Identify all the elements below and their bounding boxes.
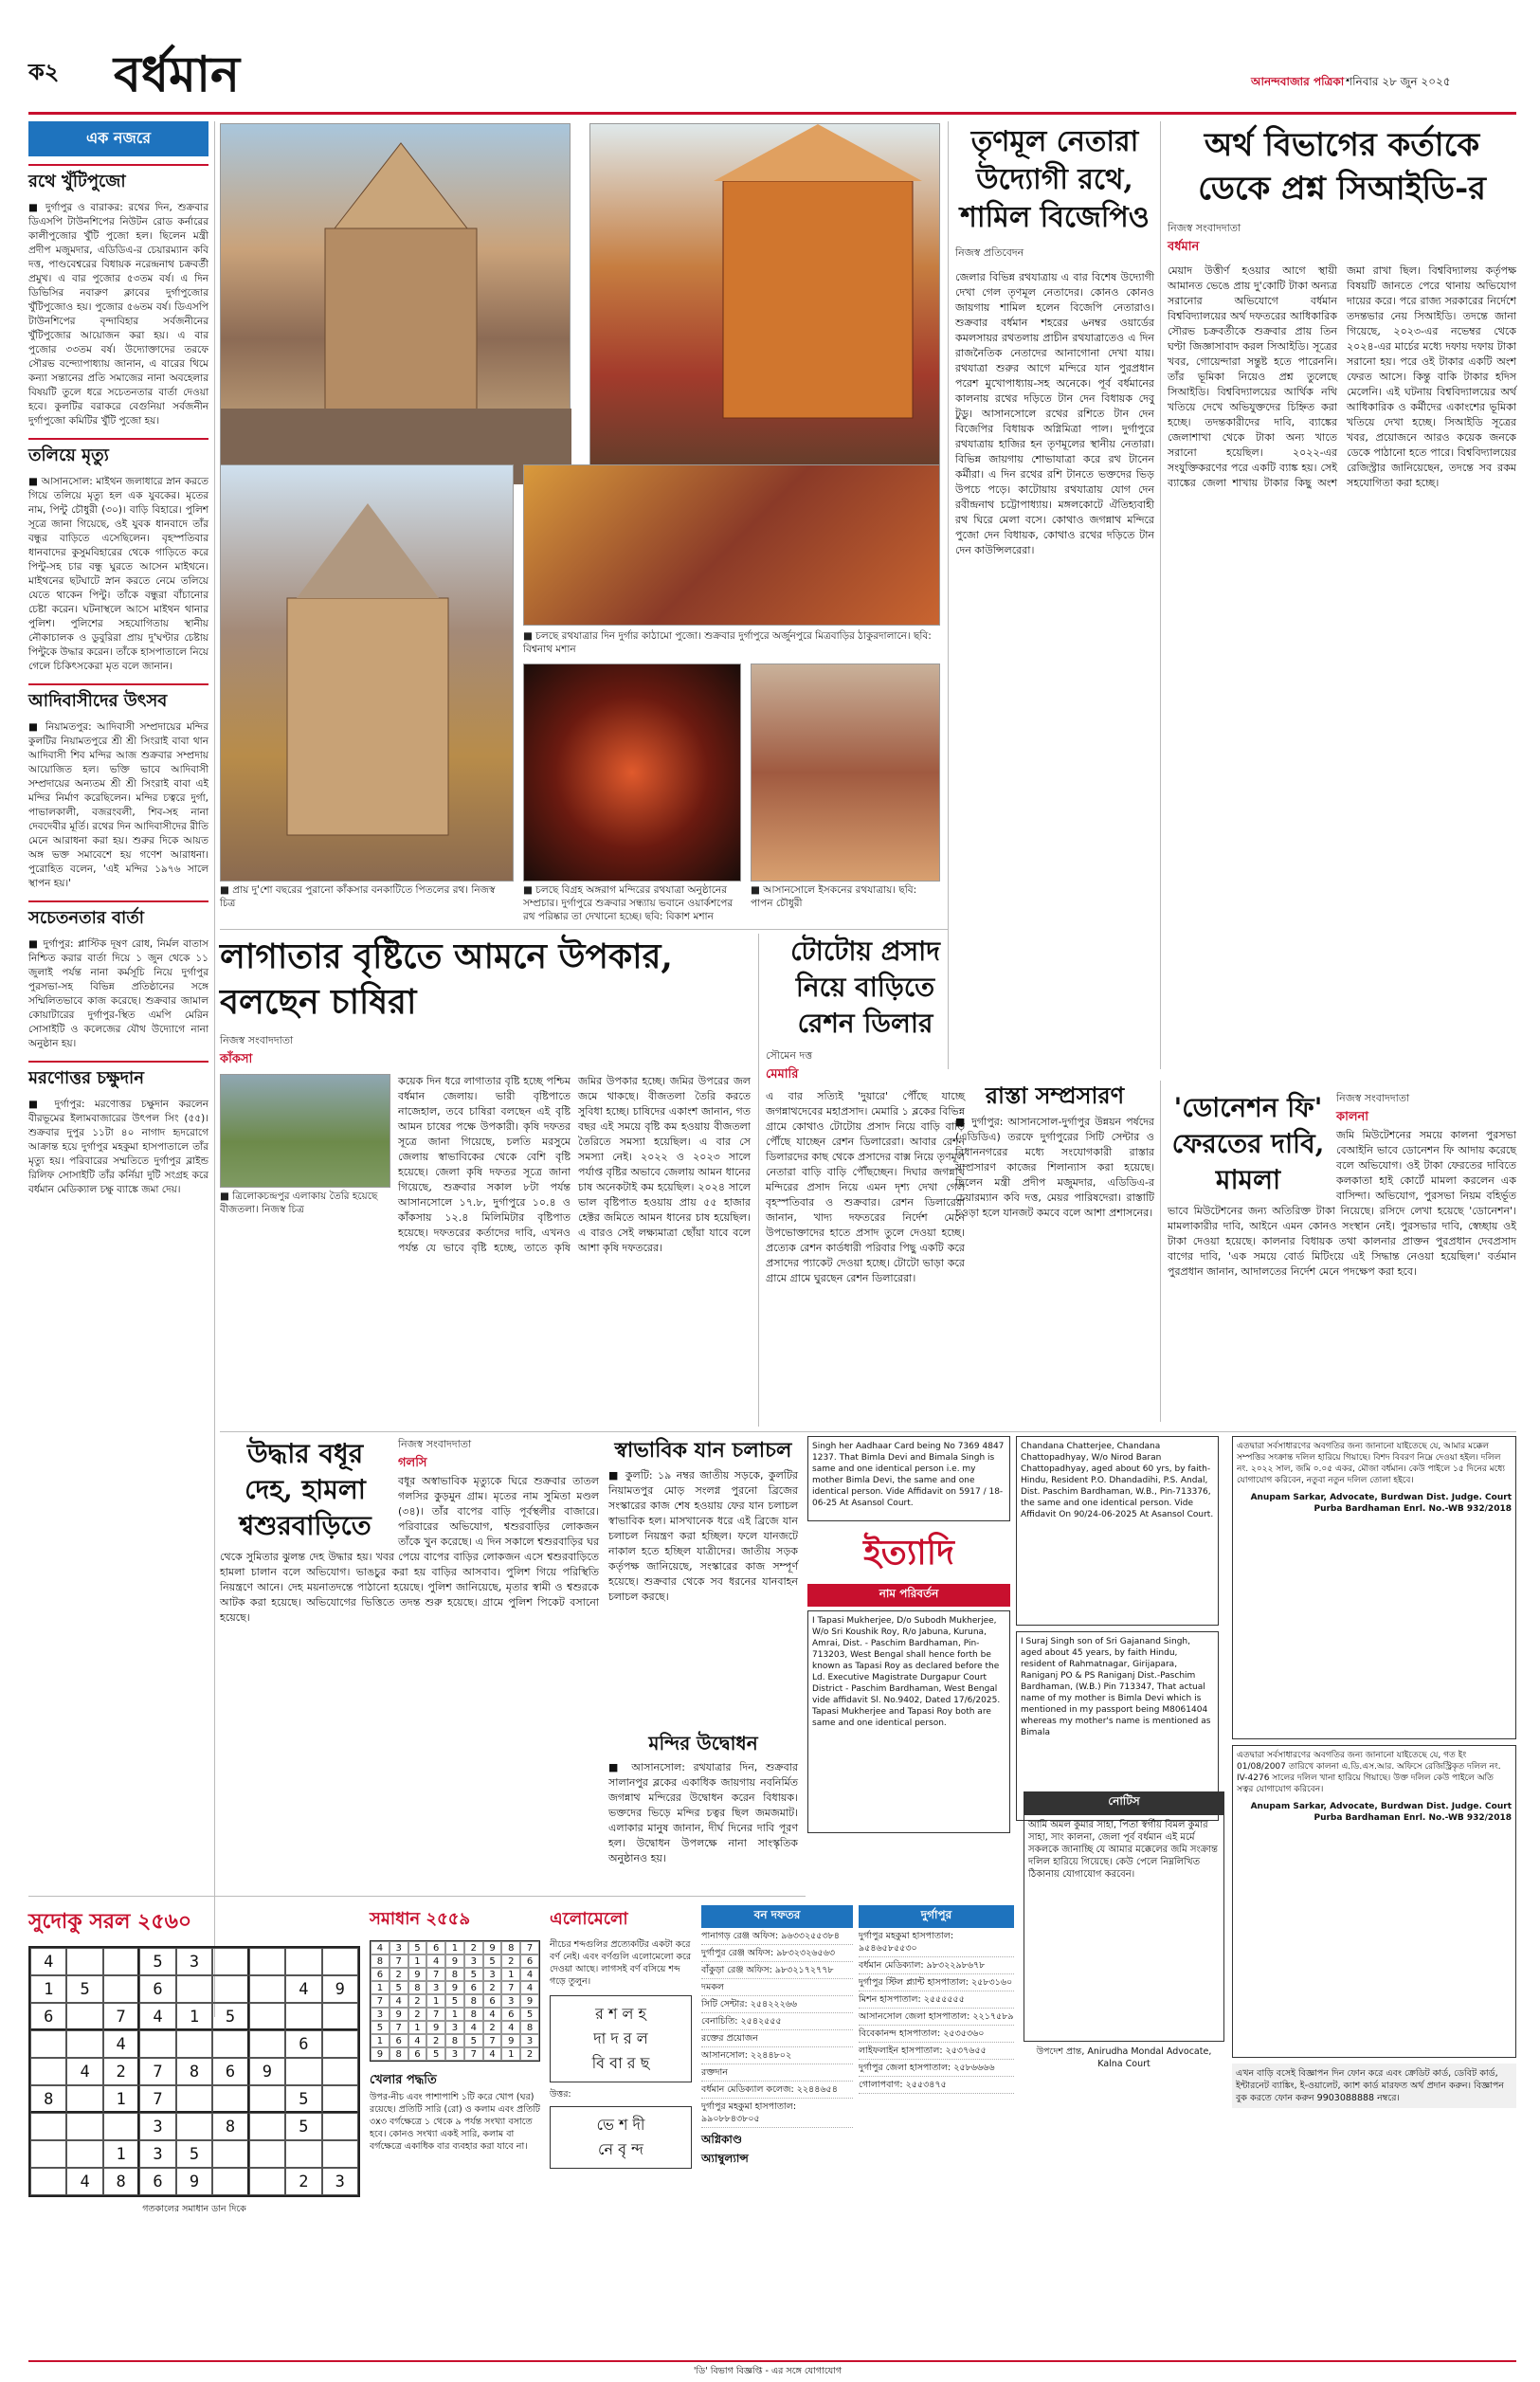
directory-list (701, 1928, 853, 2128)
solution-cell: 7 (371, 1994, 390, 2008)
sudoku-cell[interactable] (66, 2003, 102, 2030)
sudoku-cell[interactable]: 7 (139, 2085, 175, 2113)
story-toto-body: এ বার সত্যিই 'দুয়ারে' পৌঁছে যাচ্ছে জগন্নাথদেবের মহাপ্রসাদ। মেমারি ১ ব্লকের বিভিন্ন গ্রামে কোথাও টোটোয় প্রসাদ নিয়ে বাড়ি বাড়ি পৌঁছে যাচ্ছেন রেশন ডিলারেরা। আবার রেশন ডিলারদের কাছ থেকে প্রসাদের বাক্স নিয়ে তৃণমূল নেতারা বাড়ি বাড়ি পৌঁছচ্ছেন। দিঘার জগন্নাথ মন্দিরের প্রসাদ নিয়ে এমন দৃশ্য দেখা গেল বৃহস্পতিবার ও শুক্রবার। রেশন ডিলারেরা জানান, খাদ্য দফতরের নির্দেশ মেনে উপভোক্তাদের হাতে প্রসাদ তুলে দেওয়া হচ্ছে। প্রত্যেক রেশন কার্ডধারী পরিবার পিছু একটি করে প্রসাদের প্যাকেট দেওয়া হচ্ছে। টোটো ভাড়া করে গ্রামে গ্রামে ঘুরছেন রেশন ডিলারেরা। (766, 1090, 965, 1284)
brief-title: তলিয়ে মৃত্যু (28, 438, 208, 471)
story-rain-byline: নিজস্ব সংবাদদাতা (220, 1034, 294, 1046)
elomelo-title: এলোমেলো (550, 1909, 628, 1929)
brief-title: আদিবাসীদের উৎসব (28, 683, 208, 717)
solution-cell: 9 (445, 1981, 464, 1994)
photo-seedbed (220, 1074, 390, 1188)
story-cid-body: মেয়াদ উত্তীর্ণ হওয়ার আগে স্থায়ী আমানত ভেঙে প্রায় দু'কোটি টাকা অন্যত্র সরানোর অভিযোগে বর্ধমান বিশ্ববিদ্যালয়ের অর্থ দফতরের আধিকারিক সৌরভ চক্রবর্তীকে শুক্রবার প্রায় তিন ঘণ্টা জিজ্ঞাসাবাদ করল সিআইডি। সূত্রের খবর, গোয়েন্দারা সন্তুষ্ট হতে পারেননি। তাঁর ভূমিকা নিয়েও প্রশ্ন তুলেছে সিআইডি। বিশ্ববিদ্যালয়ের আর্থিক নথি খতিয়ে দেখে অভিযুক্তদের চিহ্নিত করা হচ্ছে। তদন্তকারীদের দাবি, ব্যাঙ্কের জেলাশাখা থেকে টাকা অন্য খাতে সরানো হয়েছিল। ২০২২-এর সংযুক্তিকরণের পরে একটি ব্যাঙ্ক হয়। সেই ব্যাঙ্কের জেলা শাখায় টাকার কিছু অংশ জমা রাখা ছিল। বিশ্ববিদ্যালয় কর্তৃপক্ষ বিষয়টি জানতে পেরে থানায় অভিযোগ দায়ের করে। পরে রাজ্য সরকারের নির্দেশে তদন্তভার নেয় সিআইডি। তদন্তে জানা গিয়েছে, ২০২৩-এর নভেম্বর থেকে ২০২৪-এর মার্চের মধ্যে দফায় দফায় টাকা সরানো হয়। পরে ওই টাকার একটি অংশ ফেরত আসে। কিন্তু বাকি টাকার হদিস মেলেনি। এই ঘটনায় বিশ্ববিদ্যালয়ের অর্থ আধিকারিক ও কর্মীদের একাংশের ভূমিকা খতিয়ে দেখা হচ্ছে। সিআইডি সূত্রের খবর, প্রয়োজনে আরও কয়েক জনকে ডেকে পাঠানো হতে পারে। বিশ্ববিদ্যালয়ের রেজিস্ট্রার জানিয়েছেন, তদন্তে সব রকম সহযোগিতা করা হচ্ছে। (1168, 264, 1516, 489)
sudoku-cell[interactable] (212, 2030, 248, 2058)
sudoku-cell[interactable]: 2 (103, 2058, 139, 2085)
story-donation-place: কালনা (1336, 1110, 1369, 1124)
sudoku-cell[interactable]: 1 (30, 1975, 66, 2003)
photo-caption-3: ■ চলছে রথযাত্রার দিন দুর্গার কাঠামো পুজো। শুক্রবার দুর্গাপুরে অর্জুনপুরে মিত্রবাড়ির ঠাকুরদালানে। ছবি: বিশ্বনাথ মশান (523, 630, 932, 655)
solution-cell: 8 (520, 2021, 539, 2034)
sudoku-cell[interactable] (249, 1948, 285, 1975)
solution-cell: 3 (390, 1941, 408, 1955)
sudoku-cell[interactable]: 8 (103, 2168, 139, 2195)
solution-cell: 9 (390, 2008, 408, 2021)
solution-cell: 9 (408, 1968, 427, 1981)
sudoku-cell[interactable] (322, 2058, 358, 2085)
story-road (955, 1081, 1154, 1422)
directory-entry: দুর্গাপুর মহকুমা হাসপাতাল: ৯৫৪৬৫৮৫৫৩০ (859, 1928, 1014, 1957)
sudoku-cell[interactable]: 5 (212, 2003, 248, 2030)
sudoku-cell[interactable] (176, 2113, 212, 2140)
sudoku-cell[interactable]: 5 (66, 1975, 102, 2003)
directory-title-amb: অ্যাম্বুল্যান্স (701, 2152, 749, 2165)
sudoku-cell[interactable]: 8 (176, 2058, 212, 2085)
solution-cell: 1 (408, 1955, 427, 1968)
sudoku-cell[interactable]: 6 (139, 1975, 175, 2003)
directory-entry: দুর্গাপুর জেলা হাসপাতাল: ২৫৮৬৬৬৬ (859, 2060, 1014, 2077)
solution-cell: 7 (464, 2047, 483, 2061)
directory-entry: গোলাপবাগ: ২৫৫৩৪৭৫ (859, 2077, 1014, 2094)
legal-column (1232, 1436, 1516, 2103)
name-change-label: নাম পরিবর্তন (807, 1584, 1010, 1607)
solution-cell: 1 (501, 1968, 520, 1981)
solution-cell: 4 (390, 1994, 408, 2008)
sudoku-cell[interactable] (322, 2140, 358, 2168)
solution-cell: 2 (483, 2021, 502, 2034)
sudoku-cell[interactable]: 1 (103, 2140, 139, 2168)
solution-cell: 7 (426, 1968, 445, 1981)
legal-notice-1: এতদ্বারা সর্বসাধারণের অবগতির জন্য জানানো যাইতেছে যে, আমার মক্কেল সম্পত্তির সংক্রান্ত দলিল হারিয়ে গিয়াছে। বিশদ বিবরণ নিম্নে দেওয়া হইল। দলিল নং. ২০২২ সাল, জমি ০.০৫ একর, মৌজা বর্ধমান। কেউ পাইলে ১৫ দিনের মধ্যে যোগাযোগ করিবেন, নতুবা নতুন দলিল তোলা হইবে। Anupam Sarkar, Advocate, Burdwan Dist. Judge. Court Purba Bardhaman Enrl. No.-WB 932/2018 (1232, 1436, 1516, 1739)
sudoku-cell[interactable] (322, 2003, 358, 2030)
legal-notice-2: এতদ্বারা সর্বসাধারণের অবগতির জন্য জানানো যাইতেছে যে, গত ইং 01/08/2007 তারিখে কালনা এ.ডি.এস.আর. অফিসে রেজিস্ট্রিকৃত দলিল নং. IV-4276 সালের দলিল খানা হারিয়ে গিয়াছে। উক্ত দলিল কেউ পাইলে অতি সত্বর যোগাযোগ করিবেন। Anupam Sarkar, Advocate, Burdwan Dist. Judge. Court Purba Bardhaman Enrl. No.-WB 932/2018 (1232, 1745, 1516, 2058)
sudoku-cell[interactable] (285, 2003, 321, 2030)
sudoku-cell[interactable] (66, 2113, 102, 2140)
photo-iskcon (751, 664, 940, 882)
sudoku-cell[interactable]: 4 (139, 2003, 175, 2030)
elomelo-box-1: র শ ল হ দা দ র ল বি বা র ছ (550, 1995, 692, 2082)
paper-name: আনন্দবাজার পত্রিকা (1251, 75, 1345, 88)
sudoku-cell[interactable]: 7 (103, 2003, 139, 2030)
directory-entry: বিবেকানন্দ হাসপাতাল: ২৫৩৫৩৬০ (859, 2026, 1014, 2043)
solution-cell: 8 (390, 2047, 408, 2061)
sudoku-cell[interactable]: 5 (285, 2085, 321, 2113)
solution-cell: 3 (426, 1981, 445, 1994)
solution-cell: 3 (483, 1968, 502, 1981)
sudoku-cell[interactable]: 3 (139, 2140, 175, 2168)
directory-list-2 (859, 1928, 1014, 2094)
sudoku-cell[interactable] (176, 2085, 212, 2113)
solution-cell: 7 (483, 2034, 502, 2047)
photo-temple-night (523, 664, 741, 882)
story-rain (220, 934, 751, 1436)
directory-entry: দুর্গাপুর রেঞ্জ অফিস: ৯৮৩২৩২৬৫৬৩ (701, 1945, 853, 1962)
solution-cell: 6 (483, 1994, 502, 2008)
sudoku-cell[interactable]: 3 (139, 2113, 175, 2140)
solution-cell: 9 (371, 2047, 390, 2061)
sudoku-cell[interactable] (322, 2085, 358, 2113)
elomelo-section (550, 1905, 692, 2351)
solution-cell: 5 (464, 2034, 483, 2047)
story-toto-place: মেমারি (766, 1067, 799, 1082)
story-temple-headline: মন্দির উদ্বোধন (648, 1732, 758, 1755)
story-traffic (608, 1436, 798, 1720)
sudoku-cell[interactable]: 6 (212, 2058, 248, 2085)
story-temple-body: ■ আসানসোল: রথযাত্রার দিন, শুক্রবার সালানপুর ব্লকের একাধিক জায়গায় নবনির্মিত জগন্নাথ মন্দিরের উদ্বোধন করেন বিধায়ক। ভক্তদের ভিড়ে মন্দির চত্বর ছিল জমজমাট। এলাকার মানুষ জানান, দীর্ঘ দিনের দাবি পূরণ হল। উদ্বোধন উপলক্ষে নানা সাংস্কৃতিক অনুষ্ঠানও হয়। (608, 1761, 798, 1864)
story-cid-byline: নিজস্ব সংবাদদাতা (1168, 222, 1241, 234)
solution-cell: 7 (501, 1981, 520, 1994)
brief-text: ■ নিয়ামতপুর: আদিবাসী সম্প্রদায়ের মন্দির কুলটির নিয়ামতপুরে শ্রী শ্রী সিংরাই বাবা থান আদিবাসী শিব মন্দির আজ শুক্রবার সম্প্রদায় আয়োজিত হল। ভক্তি ভাবে আদিবাসী সম্প্রদায়ের অন্যতম শ্রী শ্রী সিংরাই বাবা এই মন্দির নির্মাণ করেছিলেন। মন্দির চত্বরে দুর্গা, পাভালকালী, বজরংবলী, শিব-সহ নানা দেবদেবীর মূর্তি। রথের দিন আদিবাসীদের রীতি মেনে আরাধনা করা হয়। শুরুর দিকে আয়ত অঙ্গ ভক্ত সমাবেশে হয় গণেশ আরাধনা। পুরোহিত বলেন, 'এই মন্দির ১৯৭৬ সালে স্থাপন হয়।' (28, 721, 208, 889)
solution-cell: 9 (483, 1941, 502, 1955)
solution-cell: 5 (371, 2021, 390, 2034)
sudoku-cell[interactable]: 5 (139, 1948, 175, 1975)
directory-entry: বর্ধমান মেডিক্যাল কলেজ: ২২৪৪৬৫৪ (701, 2082, 853, 2099)
photo-caption-5: ■ চলছে বিগ্রহ অঙ্গরাগ মন্দিরের রথযাত্রা অনুষ্ঠানের সম্প্রচার। দুর্গাপুরে শুক্রবার সন্ধ্যায় ভবানে ওয়ার্কশপের রথ পরিষ্কার তা দেখানো হচ্ছে। ছবি: বিকাশ মশান (523, 884, 734, 922)
solution-cell: 5 (390, 1981, 408, 1994)
sidebar-label: এক নজরে (28, 121, 208, 156)
sudoku-cell[interactable]: 2 (285, 2168, 321, 2195)
story-rain-headline: লাগাতার বৃষ্টিতে আমনে উপকার, বলছেন চাষিরা (220, 936, 673, 1022)
story-rescue-place: গলসি (398, 1456, 427, 1470)
sudoku-cell[interactable] (212, 1975, 248, 2003)
solution-cell: 5 (445, 1994, 464, 2008)
photo-chariot-3 (220, 464, 514, 882)
solution-cell: 5 (464, 1968, 483, 1981)
sudoku-cell[interactable]: 3 (176, 1948, 212, 1975)
sudoku-cell[interactable]: 1 (103, 2085, 139, 2113)
sudoku-cell[interactable]: 6 (139, 2168, 175, 2195)
story-rain-place: কাঁকসা (220, 1052, 253, 1066)
solution-cell: 4 (520, 1968, 539, 1981)
solution-cell: 2 (408, 1994, 427, 2008)
chariot-illustration (221, 124, 571, 484)
sudoku-section (28, 1905, 360, 2351)
sudoku-cell[interactable] (66, 2030, 102, 2058)
header-rule (28, 112, 1516, 115)
directory-entry: বাঁকুড়া রেঞ্জ অফিস: ৯৮৩২১৭২৭৭৮ (701, 1962, 853, 1979)
sidebar-brief (28, 438, 208, 674)
photo-chariot-1 (220, 123, 571, 483)
ad-suraj: I Suraj Singh son of Sri Gajanand Singh, aged about 45 years, by faith Hindu, resident of Rahmatnagar, Girijapara, Raniganj PO & PS Raniganj Dist.-Paschim Bardhaman, (W.B.) Pin 713347, That actual name of my mother is Bimla Devi which is mentioned in my passport being M8061404 whereas my mother's name is mentioned as Bimala (1016, 1631, 1219, 1821)
solution-cell: 1 (371, 1981, 390, 1994)
story-toto (766, 934, 965, 1408)
sudoku-cell[interactable]: 6 (30, 2003, 66, 2030)
elomelo-text: নীচের শব্দগুলির প্রত্যেকটির একটা করে বর্ণ নেই। এবং বর্ণগুলি এলোমেলো করে দেওয়া আছে। লাগসই বর্ণ বসিয়ে শব্দ গড়ে তুলুন। (550, 1939, 692, 1987)
solution-cell: 6 (371, 1968, 390, 1981)
photo-idol-frame (523, 464, 940, 626)
solution-cell: 3 (445, 2047, 464, 2061)
solution-cell: 1 (408, 2021, 427, 2034)
brief-text: ■ দুর্গাপুর ও বারাকর: রথের দিন, শুক্রবার ডিএসপি টাউনশিপের নিউটন রোড কর্নারের কালীপুজোর খুঁটি পুজো হল। ছিলেন মন্ত্রী প্রদীপ মজুমদার, এডিডিএ-র চেয়ারম্যান কবি দত্ত, পাণ্ডবেশ্বরের বিধায়ক নরেন্দ্রনাথ চক্রবর্তী প্রমুখ। এ বার পুজোর ৫৩তম বর্ষ। এ দিন ডিভিসির নবারুণ ক্লাবের দুর্গাপুজোর খুঁটিপুজোও হয়। পুজোর ৫৬তম বর্ষ। ডিএসপি টাউনশিপের বৃন্দাবিহার সর্বজনীনের খুঁটিপুজোর আয়োজন করা হয়। এ বার পুজোর ৩৩তম বর্ষ। উদ্যোক্তাদের তরফে সৌরভ বন্দ্যোপাধ্যায় জানান, এ বারের থিমে কন্যা সন্তানের প্রতি সমাজের নানা অবহেলার বিষয়টি তুলে ধরে সচেতনতার বার্তা দেওয়া হবে। কুলটির বরাকরে বেগুনিয়া সর্বজনীন দুর্গাপুজো কমিটির খুঁটি পুজো হয়। (28, 202, 208, 427)
page-footer-center: 'ডি' বিভাগ বিজ্ঞপ্তি - এর সঙ্গে যোগাযোগ (693, 2366, 842, 2376)
story-donation-body: জমি মিউটেশনের সময়ে কালনা পুরসভা বেআইনি ভাবে ডোনেশন ফি আদায় করেছে বলে অভিযোগ। ওই টাকা ফেরতের দাবিতে কলকাতা হাই কোর্টে মামলা করলেন এক বাসিন্দা। অভিযোগ, পুরসভা নিয়ম বহির্ভূত ভাবে মিউটেশনের জন্য অতিরিক্ত টাকা নিয়েছে। রসিদে লেখা হয়েছে 'ডোনেশন'। মামলাকারীর দাবি, আইনে এমন কোনও সংস্থান নেই। পুরসভার দাবি, স্বেচ্ছায় ওই টাকা দেওয়া হয়েছে। কালনার বিধায়ক তথা কালনার প্রাক্তন পুরপ্রধান দেবপ্রসাদ বাগের দাবি, 'এক সময়ে বোর্ড মিটিংয়ে এই সিদ্ধান্ত নেওয়া হয়েছিল।' বর্তমান পুরপ্রধান জানান, আদালতের নির্দেশ মেনে পদক্ষেপ করা হবে। (1168, 1129, 1516, 1278)
sudoku-cell[interactable] (103, 1975, 139, 2003)
story-donation (1168, 1090, 1516, 1450)
sudoku-cell[interactable] (176, 1975, 212, 2003)
solution-cell: 6 (501, 2008, 520, 2021)
section-title: বর্ধমান (114, 45, 241, 103)
directory-title-dgp: দুর্গাপুর (859, 1905, 1014, 1928)
story-cid-place: বর্ধমান (1168, 240, 1200, 254)
solution-cell: 9 (520, 1994, 539, 2008)
sudoku-cell[interactable]: 5 (176, 2140, 212, 2168)
solution-cell: 3 (371, 2008, 390, 2021)
story-traffic-headline: স্বাভাবিক যান চলাচল (614, 1438, 792, 1463)
elomelo-answer-label: উত্তর: (550, 2089, 571, 2100)
directory-section (701, 1905, 1014, 2351)
sudoku-cell[interactable] (285, 2140, 321, 2168)
solution-cell: 4 (408, 2034, 427, 2047)
solution-cell: 2 (390, 1968, 408, 1981)
directory-entry: দুর্গাপুর মহকুমা হাসপাতাল: ৯৯০৮৮৪৩৮০৫ (701, 2099, 853, 2128)
sidebar-brief (28, 164, 208, 428)
sudoku-cell[interactable]: 8 (30, 2085, 66, 2113)
issue-date: শনিবার ২৮ জুন ২০২৫ (1346, 75, 1451, 88)
directory-entry: বর্ধমান মেডিক্যাল: ৯৮৩২২৯৮৬৭৮ (859, 1957, 1014, 1974)
ad-singh: Singh her Aadhaar Card being No 7369 4847 1237. That Bimla Devi and Bimala Singh is same and one identical person i.e. my mother Bimla Devi, the same and one identical person. Vide Affidavit on 5917 / 18-06-25 At Asansol Court. (807, 1436, 1010, 1521)
story-rescue-byline: নিজস্ব সংবাদদাতা (398, 1438, 472, 1450)
ad-tapasi: I Tapasi Mukherjee, D/o Subodh Mukherjee, W/o Sri Koushik Roy, R/o Jabuna, Kuruna, Amrai, Dist. - Paschim Bardhaman, Pin-713203, West Bengal shall hence forth be known as Tapasi Roy as declared before the Ld. Executive Magistrate Durgapur Court District - Paschim Bardhaman, West Bengal vide affidavit Sl. No.9402, Dated 17/6/2025. Tapasi Mukherjee and Tapasi Roy both are same and one identical person. (807, 1610, 1010, 1833)
solution-cell: 4 (371, 1941, 390, 1955)
notice-title: নোটিস (1024, 1791, 1224, 1814)
story-rescue-body: বধূর অস্বাভাবিক মৃত্যুকে ঘিরে শুক্রবার তাতল গলসির কুড়মুন গ্রাম। মৃতের নাম সুমিতা মণ্ডল (৩৪)। তাঁর বাপের বাড়ি পূর্বস্থলীর বাজারে। পরিবারের অভিযোগ, শ্বশুরবাড়ির লোকজন তাঁকে খুন করেছে। এ দিন সকালে শ্বশুরবাড়ির ঘর থেকে সুমিতার ঝুলন্ত দেহ উদ্ধার হয়। খবর পেয়ে বাপের বাড়ির লোকজন এসে শ্বশুরবাড়িতে হামলা চালান বলে অভিযোগ। ভাঙচুর করা হয় বাড়ির আসবাব। পুলিশ গিয়ে পরিস্থিতি নিয়ন্ত্রণে আনে। দেহ ময়নাতদন্তে পাঠানো হয়েছে। পুলিশ জানিয়েছে, মৃতার স্বামী ও শ্বশুরকে আটক করা হয়েছে। অভিযোগের ভিত্তিতে তদন্ত শুরু হয়েছে। গ্রামে পুলিশ পিকেট বসানো হয়েছে। (220, 1475, 599, 1624)
solution-cell: 8 (464, 1994, 483, 2008)
sudoku-cell[interactable]: 4 (66, 2058, 102, 2085)
directory-title-forest: বন দফতর (701, 1905, 853, 1928)
photo-caption-6: ■ আসানসোলে ইসকনের রথযাত্রায়। ছবি: পাপন চৌধুরী (751, 884, 917, 909)
sudoku-cell[interactable] (249, 2140, 285, 2168)
sidebar-brief (28, 1061, 208, 1197)
solution-cell: 8 (445, 2034, 464, 2047)
story-tmc-byline: নিজস্ব প্রতিবেদন (955, 246, 1024, 259)
solution-cell: 5 (520, 2008, 539, 2021)
directory-entry: বেনাচিতি: ২৫৪২৫৫৫ (701, 2013, 853, 2030)
brief-text: ■ আসানসোল: মাইথন জলাধারে স্নান করতে গিয়ে তলিয়ে মৃত্যু হল এক যুবকের। মৃতের নাম, পিন্টু চৌধুরী (৩০)। বাড়ি বিহারে। পুলিশ সূত্রে জানা গিয়েছে, ওই যুবক ধানবাদে তাঁর বন্ধুর বাড়িতে এসেছিলেন। বৃহস্পতিবার ধানবাদের কুসুমবিহারের থেকে গাড়িতে করে পিন্টু-সহ চার বন্ধু ঘুরতে আসেন মাইথনে। মাইথনের ছটঘাটে স্নান করতে নেমে তলিয়ে যেতে থাকেন পিন্টু। তাঁকে বন্ধুরা বাঁচানোর চেষ্টা করেন। ঘটনাস্থলে আসে মাইথন থানার পুলিশ। পুলিশের সহযোগিতায় স্থানীয় নৌকাচালক ও ডুবুরিরা প্রায় দু'ঘণ্টার চেষ্টায় পিন্টুকে উদ্ধার করেন। তাঁকে হাসপাতালে নিয়ে গেলে চিকিৎসকেরা মৃত বলে জানান। (28, 476, 208, 672)
sudoku-cell[interactable]: 4 (66, 2168, 102, 2195)
solution-cell: 4 (483, 2047, 502, 2061)
sudoku-cell[interactable]: 9 (176, 2168, 212, 2195)
directory-entry: দুর্গাপুর স্টিল প্ল্যান্ট হাসপাতাল: ২৫৮৩১৬০ (859, 1974, 1014, 1991)
sudoku-cell[interactable] (66, 1948, 102, 1975)
brief-title: সচেতনতার বার্তা (28, 900, 208, 934)
directory-entry: আসানসোল জেলা হাসপাতাল: ২২১৭৫৮৯ (859, 2009, 1014, 2026)
solution-cell: 8 (464, 2008, 483, 2021)
sudoku-cell[interactable] (249, 2030, 285, 2058)
footer-ad: এখন বাড়ি বসেই বিজ্ঞাপন দিন ফোন করে এবং ক্রেডিট কার্ড, ডেবিট কার্ড, ইন্টারনেট ব্যাঙ্কিং, ই-ওয়ালেট, ক্যাশ কার্ড মারফত অর্থ প্রদান করুন। বিজ্ঞাপন বুক করতে ফোন করুন 9903088888 নম্বরে। (1232, 2064, 1516, 2108)
story-toto-byline: সৌমেন দত্ত (766, 1049, 813, 1062)
solution-cell: 6 (520, 1955, 539, 1968)
solution-cell: 6 (426, 1941, 445, 1955)
sudoku-cell[interactable] (249, 2113, 285, 2140)
sudoku-cell[interactable]: 7 (139, 2058, 175, 2085)
brief-text: ■ দুর্গাপুর: মরণোত্তর চক্ষুদান করলেন বীরভূমের ইলামবাজারের উৎপল সিং (৫৫)। শুক্রবার দুপুর ১১টা ৪০ নাগাদ হৃদরোগে আক্রান্ত হয়ে দুর্গাপুর মহকুমা হাসপাতালে তাঁর মৃত্যু হয়। পরিবারের সম্মতিতে দুর্গাপুর ব্লাইন্ড রিলিফ সোসাইটি তাঁর কর্নিয়া দুটি সংগ্রহ করে বর্ধমান মেডিক্যাল চক্ষু ব্যাঙ্কে জমা দেয়। (28, 1099, 208, 1195)
solution-cell: 2 (464, 1941, 483, 1955)
notice-body: আমি অমল কুমার সাহা, পিতা স্বর্গীয় বিমল কুমার সাহা, সাং কালনা, জেলা পূর্ব বর্ধমান এই মর্মে সকলকে জানাচ্ছি যে আমার মক্কেলের জমি সংক্রান্ত দলিল হারিয়ে গিয়েছে। কেউ পেলে নিম্নলিখিত ঠিকানায় যোগাযোগ করবেন। (1024, 1814, 1224, 2042)
solution-cell: 9 (445, 1955, 464, 1968)
solution-cell: 1 (426, 1994, 445, 2008)
solution-cell: 2 (501, 1955, 520, 1968)
photo-chariot-2 (589, 123, 940, 483)
solution-section (370, 1905, 540, 2351)
directory-entry: রক্তদান (701, 2064, 853, 2082)
directory-entry: মিশন হাসপাতাল: ২৫৫৫৫৫৫ (859, 1991, 1014, 2009)
ad-chandana: Chandana Chatterjee, Chandana Chattopadhyay, W/o Nirod Baran Chattopadhyay, aged about 60 yrs, by faith-Hindu, Resident P.O. Dhandadihi, P.S. Andal, Dist. Paschim Bardhaman, W.B., Pin-713376, the same and one identical person. Vide Affidavit On 90/24-06-2025 At Asansol Court. (1016, 1436, 1219, 1626)
directory-entry: সিটি সেন্টার: ২৫৪২২২৬৬ (701, 1996, 853, 2013)
solution-cell: 5 (426, 2047, 445, 2061)
solution-cell: 5 (408, 1941, 427, 1955)
solution-cell: 4 (426, 1955, 445, 1968)
sudoku-cell[interactable] (285, 1948, 321, 1975)
directory-entry: দমকল (701, 1979, 853, 1996)
ittadi-title: ইত্যাদি (863, 1533, 954, 1573)
solution-cell: 9 (501, 2034, 520, 2047)
sudoku-cell[interactable] (285, 2058, 321, 2085)
story-tmc (955, 123, 1154, 1071)
story-donation-byline: নিজস্ব সংবাদদাতা (1336, 1092, 1410, 1104)
sudoku-cell[interactable] (249, 2085, 285, 2113)
sidebar-brief (28, 683, 208, 891)
story-toto-headline: টোটোয় প্রসাদ নিয়ে বাড়িতে রেশন ডিলার (790, 936, 940, 1039)
sudoku-cell[interactable] (322, 1948, 358, 1975)
story-rescue (220, 1436, 599, 1882)
sudoku-cell[interactable]: 9 (249, 2058, 285, 2085)
solution-cell: 3 (501, 1994, 520, 2008)
solution-cell: 4 (501, 2021, 520, 2034)
sudoku-cell[interactable]: 4 (103, 2030, 139, 2058)
sudoku-cell[interactable] (66, 2140, 102, 2168)
rules-text: উপর-নীচ এবং পাশাপাশি ১টি করে খোপ (ঘর) রয়েছে। প্রতিটি সারি (রো) ও কলাম এবং প্রতিটি ৩x৩ বর্গক্ষেত্রে ১ থেকে ৯ পর্যন্ত সংখ্যা বসাতে হবে। কোনও সংখ্যা একই সারি, কলাম বা বর্গক্ষেত্রে একাধিক বার ব্যবহার করা যাবে না। (370, 2092, 540, 2152)
sudoku-cell[interactable] (249, 2003, 285, 2030)
solution-cell: 9 (426, 2021, 445, 2034)
solution-cell: 8 (501, 1941, 520, 1955)
solution-cell: 6 (464, 1981, 483, 1994)
solution-cell: 7 (390, 2021, 408, 2034)
sudoku-cell[interactable] (249, 2168, 285, 2195)
solution-cell: 1 (371, 2034, 390, 2047)
solution-cell: 3 (464, 1955, 483, 1968)
sudoku-title: সুদোকু সরল ২৫৬০ (28, 1910, 192, 1934)
notice-column (1024, 1791, 1224, 2104)
solution-cell: 6 (408, 2047, 427, 2061)
sudoku-cell[interactable]: 5 (285, 2113, 321, 2140)
solution-cell: 7 (426, 2008, 445, 2021)
story-tmc-headline: তৃণমূল নেতারা উদ্যোগী রথে, শামিল বিজেপিও (960, 125, 1150, 234)
photo-seedbed-caption: ■ ত্রিলোকচন্দ্রপুর এলাকায় তৈরি হয়েছে বীজতলা। নিজস্ব চিত্র (220, 1191, 378, 1215)
directory-entry: পানাগড় রেঞ্জ অফিস: ৯৬৩৩২৫৫৩৮৪ (701, 1928, 853, 1945)
sudoku-cell[interactable] (30, 2058, 66, 2085)
sudoku-cell[interactable] (139, 2030, 175, 2058)
solution-cell: 1 (445, 1941, 464, 1955)
story-rain-body: কয়েক দিন ধরে লাগাতার বৃষ্টি হচ্ছে পশ্চিম বর্ধমান জেলায়। ভারী বৃষ্টিপাতে নাজেহাল, তবে চাষিরা বলছেন এই বৃষ্টি আমন চাষের পক্ষে উপকারী। কৃষি দফতর সূত্রে জানা গিয়েছে, চলতি মরসুমে জেলায় স্বাভাবিকের থেকে বেশি বৃষ্টি হয়েছে। জেলা কৃষি দফতর সূত্রে জানা গিয়েছে, শুক্রবার সকাল ৮টা পর্যন্ত আসানসোলে ১৭.৮, দুর্গাপুরে ১০.৪ ও কাঁকসায় ১২.৪ মিলিমিটার বৃষ্টিপাত হয়েছে। দফতরের কর্তাদের দাবি, এখনও পর্যন্ত যে ভাবে বৃষ্টি হচ্ছে, তাতে কৃষি জমির উপকার হচ্ছে। জমির উপরের জল জমে থাকছে। বীজতলা তৈরি করতে সুবিধা হচ্ছে। চাষিদের একাংশ জানান, গত বছর এই সময়ে বৃষ্টি কম হওয়ায় বীজতলা তৈরিতে সমস্যা হয়েছিল। এ বার সে সমস্যা নেই। ২০২২ ও ২০২৩ সালে পর্যাপ্ত বৃষ্টির অভাবে জেলায় আমন ধানের চাষ অনেকটাই কম হয়েছিল। ২০২৪ সালে ভাল বৃষ্টিপাত হওয়ায় প্রায় ৫৫ হাজার হেক্টর জমিতে আমন ধানের চাষ হয়েছিল। এ বারও সেই লক্ষ্যমাত্রা ছোঁয়া যাবে বলে আশা কৃষি দফতরের। (398, 1075, 751, 1254)
solution-cell: 7 (390, 1955, 408, 1968)
sudoku-cell[interactable]: 4 (285, 1975, 321, 2003)
notice-sign: উপদেশ প্রান্ত, Anirudha Mondal Advocate, Kalna Court (1036, 2046, 1212, 2069)
sudoku-cell[interactable]: 6 (285, 2030, 321, 2058)
sudoku-cell[interactable] (30, 2168, 66, 2195)
solution-cell: 2 (520, 2047, 539, 2061)
sidebar (28, 121, 208, 2046)
solution-cell: 1 (445, 2008, 464, 2021)
story-temple (608, 1730, 798, 1891)
solution-cell: 3 (520, 2034, 539, 2047)
solution-grid (370, 1940, 540, 2062)
story-tmc-body: জেলার বিভিন্ন রথযাত্রায় এ বার বিশেষ উদ্যোগী দেখা গেল তৃণমূল নেতাদের। কোনও কোনও জায়গায় শামিল হলেন বিজেপি নেতারাও। শুক্রবার বর্ধমান শহরের ৬নম্বর ওয়ার্ডের কমলসায়র রথতলায় প্রাচীন রথযাত্রাতেও এ দিন রাজনৈতিক নেতাদের আনাগোনা দেখা যায়। রথযাত্রা শুরুর আগে মন্দিরে যান পুরপ্রধান পরেশ মুখোপাধ্যায়-সহ অনেকে। পূর্ব বর্ধমানের কালনায় রথের দড়িতে টান দেন বিধায়ক দেবু টুডু। আসানসোলে রথের রশিতে টান দেন বিজেপির বিধায়ক অগ্নিমিত্রা পাল। দুর্গাপুরে রথযাত্রায় হাজির হন তৃণমূলের স্থানীয় নেতারা। বিভিন্ন জায়গায় শোভাযাত্রা করে রথ টানেন কর্মীরা। এ দিন রথের রশি টানতে ভক্তদের ভিড় উপচে পড়ে। কাটোয়ায় রথযাত্রায় যোগ দেন রবীন্দ্রনাথ চট্টোপাধ্যায়। মঙ্গলকোটে ঐতিহ্যবাহী রথ ঘিরে মেলা বসে। কোথাও জগন্নাথ মন্দিরে পুজো দেন বিধায়ক, কোথাও রথের দড়িতে টান দেন কাউন্সিলরেরা। (955, 271, 1154, 556)
story-cid (1168, 123, 1516, 1071)
sudoku-cell[interactable] (322, 2113, 358, 2140)
solution-cell: 6 (390, 2034, 408, 2047)
sudoku-cell[interactable] (322, 2030, 358, 2058)
solution-cell: 2 (408, 2008, 427, 2021)
sudoku-grid[interactable] (28, 1946, 360, 2197)
directory-entry: আসানসোল: ২২৪৪৮০২ (701, 2047, 853, 2064)
brief-text: ■ দুর্গাপুর: প্লাস্টিক দূষণ রোধ, নির্মল বাতাস নিশ্চিত করার বার্তা দিয়ে ১ জুন থেকে ১১ জুলাই পর্যন্ত নানা কর্মসূচি নিয়ে দুর্গাপুর পুরসভা-সহ বিভিন্ন প্রতিষ্ঠানের সঙ্গে সম্মিলিতভাবে কাজ করেছে। শুক্রবার জামাল কোয়াটারের দুর্গাপুর-স্থিত এমপি মেরিন সোসাইটি ও কলেজের যৌথ উদ্যোগে নানা অনুষ্ঠান হয়। (28, 938, 208, 1049)
solution-cell: 1 (501, 2047, 520, 2061)
story-cid-headline: অর্থ বিভাগের কর্তাকে ডেকে প্রশ্ন সিআইডি-র (1198, 126, 1486, 208)
solution-title: সমাধান ২৫৫৯ (370, 1909, 471, 1929)
solution-cell: 3 (445, 2021, 464, 2034)
sudoku-cell[interactable]: 9 (322, 1975, 358, 2003)
sudoku-cell[interactable] (103, 2113, 139, 2140)
sudoku-cell[interactable] (212, 2168, 248, 2195)
solution-cell: 2 (426, 2034, 445, 2047)
sudoku-cell[interactable]: 8 (212, 2113, 248, 2140)
elomelo-box-2: ভে শ দী নে বৃ ন্দ (550, 2106, 692, 2169)
masthead (28, 36, 1516, 112)
solution-cell: 2 (483, 1981, 502, 1994)
solution-cell: 4 (520, 1981, 539, 1994)
rules-title: খেলার পদ্ধতি (370, 2073, 437, 2087)
solution-cell: 8 (408, 1981, 427, 1994)
sudoku-cell[interactable]: 1 (176, 2003, 212, 2030)
story-road-body: ■ দুর্গাপুর: আসানসোল-দুর্গাপুর উন্নয়ন পর্ষদের (এডিডিএ) তরফে দুর্গাপুরের সিটি সেন্টার ও বিধাননগরের মধ্যে সংযোগকারী রাস্তার সম্প্রসারণ কাজের শিলান্যাস করা হয়েছে। ছিলেন মন্ত্রী প্রদীপ মজুমদার, এডিডিএ-র চেয়ারম্যান কবি দত্ত, মেয়র পারিষদেরা। রাস্তাটি চওড়া হলে যানজট কমবে বলে আশা প্রশাসনের। (955, 1116, 1154, 1219)
solution-cell: 7 (520, 1941, 539, 1955)
solution-cell: 4 (464, 2021, 483, 2034)
sidebar-brief (28, 900, 208, 1051)
brief-title: রথে খুঁটিপুজো (28, 164, 208, 197)
sudoku-cell[interactable] (212, 2085, 248, 2113)
story-rescue-headline: উদ্ধার বধূর দেহ, হামলা শ্বশুরবাড়িতে (239, 1438, 371, 1541)
sudoku-cell[interactable] (30, 2030, 66, 2058)
story-traffic-body: ■ কুলটি: ১৯ নম্বর জাতীয় সড়কে, কুলটির নিয়ামতপুর মোড় সংলগ্ন পুরনো ব্রিজের সংস্কারের কাজ শেষ হওয়ায় ফের যান চলাচল স্বাভাবিক হল। মাসখানেক ধরে এই ব্রিজে যান চলাচল নিয়ন্ত্রণ করা হচ্ছিল। ফলে যানজটে নাকাল হতে হচ্ছিল যাত্রীদের। জাতীয় সড়ক কর্তৃপক্ষ জানিয়েছে, সংস্কারের কাজ সম্পূর্ণ হয়েছে। শুক্রবার থেকে সব ধরনের যানবাহন চলাচল করছে। (608, 1469, 798, 1603)
sudoku-cell[interactable] (30, 2113, 66, 2140)
sudoku-cell[interactable] (249, 1975, 285, 2003)
sudoku-cell[interactable]: 4 (30, 1948, 66, 1975)
sidebar-items (28, 164, 208, 1197)
sudoku-cell[interactable] (66, 2085, 102, 2113)
page-number: ক২ (28, 58, 60, 85)
sudoku-cell[interactable] (176, 2030, 212, 2058)
directory-entry: রক্তের প্রয়োজন (701, 2030, 853, 2047)
story-road-headline: রাস্তা সম্প্রসারণ (985, 1082, 1125, 1109)
sudoku-cell[interactable] (212, 1948, 248, 1975)
solution-cell: 4 (483, 2008, 502, 2021)
sudoku-cell[interactable]: 3 (322, 2168, 358, 2195)
sudoku-cell[interactable] (103, 1948, 139, 1975)
sudoku-cell[interactable] (212, 2140, 248, 2168)
directory-title-fire: অগ্নিকাণ্ড (701, 2133, 743, 2146)
solution-cell: 8 (445, 1968, 464, 1981)
photo-caption-4: ■ প্রায় দু'শো বছরের পুরানো কাঁকসার বনকাটিতে পিতলের রথ। নিজস্ব চিত্র (220, 884, 496, 909)
solution-cell: 5 (483, 1955, 502, 1968)
solution-cell: 8 (371, 1955, 390, 1968)
puzzle-footer-note: গতকালের সমাধান ডান দিকে (142, 2204, 246, 2214)
story-donation-headline: 'ডোনেশন ফি' ফেরতের দাবি, মামলা (1171, 1092, 1325, 1195)
sudoku-cell[interactable] (30, 2140, 66, 2168)
brief-title: মরণোত্তর চক্ষুদান (28, 1061, 208, 1094)
directory-entry: লাইফলাইন হাসপাতাল: ২৫৩৭৬৫৫ (859, 2043, 1014, 2060)
